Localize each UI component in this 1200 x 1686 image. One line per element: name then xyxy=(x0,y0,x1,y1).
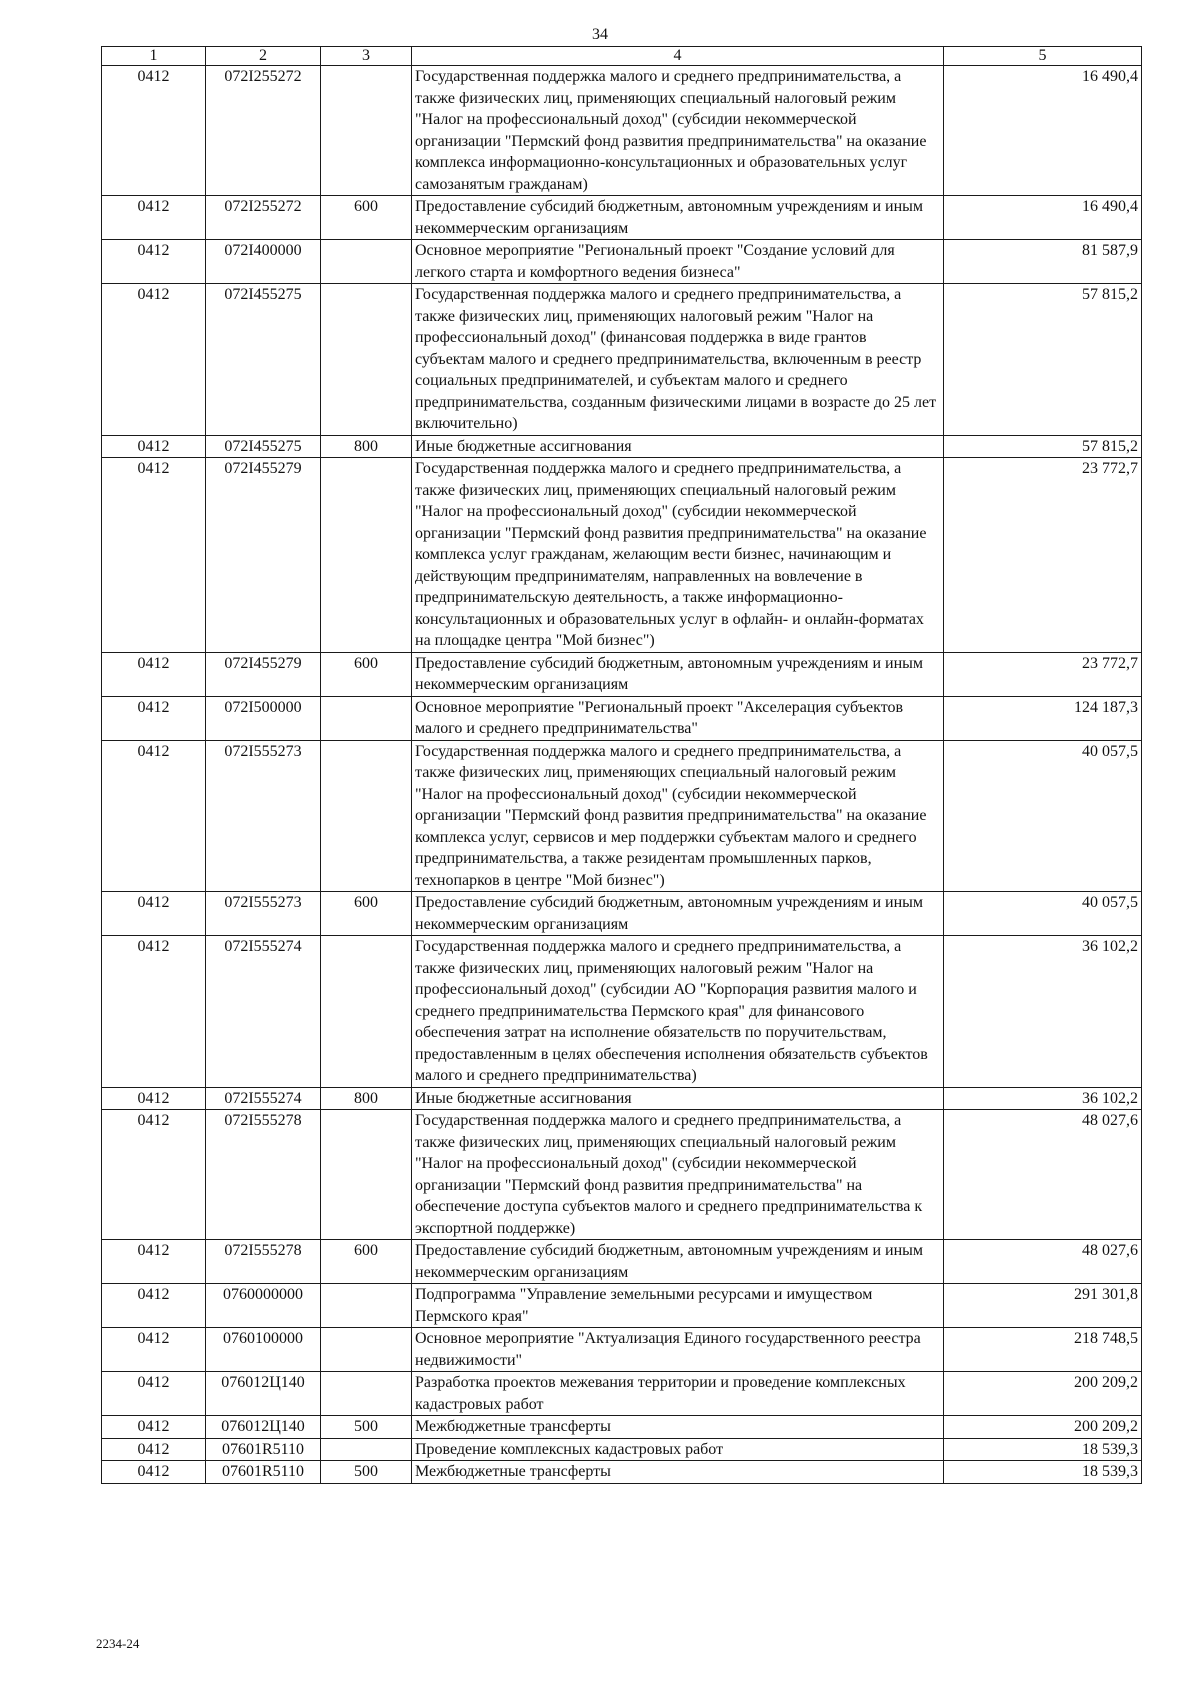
description-cell: Государственная поддержка малого и среднего предпринимательства, а также физических лиц, применяющих специальный налоговый режим "Налог на профессиональный доход" (субсидии некоммерческой организации "Пермский фонд развития предпринимательства" на обеспечение доступа субъектов малого и среднего предпринимательства к экспортной поддержке) xyxy=(412,1110,944,1240)
expense-type-cell xyxy=(321,1110,412,1240)
amount-cell: 36 102,2 xyxy=(944,936,1142,1088)
expense-type-cell xyxy=(321,240,412,284)
amount-cell: 16 490,4 xyxy=(944,196,1142,240)
expense-type-cell xyxy=(321,1438,412,1461)
code-cell: 0760000000 xyxy=(206,1284,321,1328)
section-cell: 0412 xyxy=(102,435,206,458)
expense-type-cell xyxy=(321,1284,412,1328)
section-cell: 0412 xyxy=(102,240,206,284)
amount-cell: 218 748,5 xyxy=(944,1328,1142,1372)
budget-table xyxy=(101,46,1142,1484)
expense-type-cell xyxy=(321,1372,412,1416)
table-body xyxy=(102,66,1142,1484)
amount-cell: 23 772,7 xyxy=(944,458,1142,653)
expense-type-cell xyxy=(321,66,412,196)
table-row xyxy=(102,1461,1142,1484)
description-cell: Иные бюджетные ассигнования xyxy=(412,1087,944,1110)
code-cell: 072I455275 xyxy=(206,284,321,436)
section-cell: 0412 xyxy=(102,1240,206,1284)
expense-type-cell: 600 xyxy=(321,652,412,696)
description-cell: Межбюджетные трансферты xyxy=(412,1416,944,1439)
amount-cell: 40 057,5 xyxy=(944,740,1142,892)
table-row xyxy=(102,1240,1142,1284)
section-cell: 0412 xyxy=(102,1461,206,1484)
code-cell: 072I455279 xyxy=(206,458,321,653)
description-cell: Предоставление субсидий бюджетным, автономным учреждениям и иным некоммерческим организациям xyxy=(412,1240,944,1284)
table-row xyxy=(102,1110,1142,1240)
amount-cell: 57 815,2 xyxy=(944,435,1142,458)
code-cell: 072I455279 xyxy=(206,652,321,696)
description-cell: Иные бюджетные ассигнования xyxy=(412,435,944,458)
code-cell: 076012Ц140 xyxy=(206,1416,321,1439)
expense-type-cell: 800 xyxy=(321,435,412,458)
table-row xyxy=(102,1438,1142,1461)
code-cell: 07601R5110 xyxy=(206,1461,321,1484)
table-row xyxy=(102,652,1142,696)
code-cell: 07601R5110 xyxy=(206,1438,321,1461)
table-row xyxy=(102,892,1142,936)
table-row xyxy=(102,1284,1142,1328)
section-cell: 0412 xyxy=(102,1438,206,1461)
table-row xyxy=(102,696,1142,740)
section-cell: 0412 xyxy=(102,936,206,1088)
table-row xyxy=(102,284,1142,436)
table-row xyxy=(102,435,1142,458)
description-cell: Предоставление субсидий бюджетным, автономным учреждениям и иным некоммерческим организациям xyxy=(412,652,944,696)
column-header-4: 4 xyxy=(412,47,944,66)
description-cell: Государственная поддержка малого и среднего предпринимательства, а также физических лиц, применяющих налоговый режим "Налог на профессиональный доход" (финансовая поддержка в виде грантов субъектам малого и среднего предпринимательства, включенным в реестр социальных предпринимателей, и субъектам малого и среднего предпринимательства, созданным физическими лицами в возрасте до 25 лет включительно) xyxy=(412,284,944,436)
amount-cell: 40 057,5 xyxy=(944,892,1142,936)
page-number: 34 xyxy=(592,26,608,43)
expense-type-cell: 600 xyxy=(321,196,412,240)
section-cell: 0412 xyxy=(102,458,206,653)
table-row xyxy=(102,196,1142,240)
code-cell: 0760100000 xyxy=(206,1328,321,1372)
amount-cell: 124 187,3 xyxy=(944,696,1142,740)
description-cell: Межбюджетные трансферты xyxy=(412,1461,944,1484)
description-cell: Государственная поддержка малого и среднего предпринимательства, а также физических лиц, применяющих специальный налоговый режим "Налог на профессиональный доход" (субсидии некоммерческой организации "Пермский фонд развития предпринимательства" на оказание комплекса услуг гражданам, желающим вести бизнес, начинающим и действующим предпринимателям, направленных на вовлечение в предпринимательскую деятельность, а также информационно-консультационных и образовательных услуг в офлайн- и онлайн-форматах на площадке центра "Мой бизнес") xyxy=(412,458,944,653)
section-cell: 0412 xyxy=(102,652,206,696)
expense-type-cell xyxy=(321,696,412,740)
description-cell: Основное мероприятие "Актуализация Единого государственного реестра недвижимости" xyxy=(412,1328,944,1372)
description-cell: Предоставление субсидий бюджетным, автономным учреждениям и иным некоммерческим организациям xyxy=(412,196,944,240)
amount-cell: 23 772,7 xyxy=(944,652,1142,696)
code-cell: 076012Ц140 xyxy=(206,1372,321,1416)
table-header xyxy=(102,47,1142,66)
description-cell: Проведение комплексных кадастровых работ xyxy=(412,1438,944,1461)
expense-type-cell: 500 xyxy=(321,1461,412,1484)
code-cell: 072I500000 xyxy=(206,696,321,740)
table-row xyxy=(102,740,1142,892)
amount-cell: 48 027,6 xyxy=(944,1240,1142,1284)
table-row xyxy=(102,458,1142,653)
amount-cell: 57 815,2 xyxy=(944,284,1142,436)
section-cell: 0412 xyxy=(102,1087,206,1110)
description-cell: Подпрограмма "Управление земельными ресурсами и имуществом Пермского края" xyxy=(412,1284,944,1328)
code-cell: 072I555274 xyxy=(206,1087,321,1110)
code-cell: 072I255272 xyxy=(206,66,321,196)
section-cell: 0412 xyxy=(102,196,206,240)
amount-cell: 16 490,4 xyxy=(944,66,1142,196)
header-row xyxy=(102,47,1142,66)
code-cell: 072I455275 xyxy=(206,435,321,458)
expense-type-cell xyxy=(321,740,412,892)
code-cell: 072I555274 xyxy=(206,936,321,1088)
table-row xyxy=(102,1372,1142,1416)
table-row xyxy=(102,1087,1142,1110)
column-header-1: 1 xyxy=(102,47,206,66)
expense-type-cell xyxy=(321,458,412,653)
expense-type-cell: 600 xyxy=(321,1240,412,1284)
description-cell: Основное мероприятие "Региональный проект "Акселерация субъектов малого и среднего предпринимательства" xyxy=(412,696,944,740)
section-cell: 0412 xyxy=(102,892,206,936)
code-cell: 072I400000 xyxy=(206,240,321,284)
section-cell: 0412 xyxy=(102,1110,206,1240)
code-cell: 072I555273 xyxy=(206,892,321,936)
expense-type-cell: 500 xyxy=(321,1416,412,1439)
description-cell: Основное мероприятие "Региональный проект "Создание условий для легкого старта и комфортного ведения бизнеса" xyxy=(412,240,944,284)
table-row xyxy=(102,1328,1142,1372)
amount-cell: 200 209,2 xyxy=(944,1372,1142,1416)
section-cell: 0412 xyxy=(102,740,206,892)
amount-cell: 291 301,8 xyxy=(944,1284,1142,1328)
column-header-2: 2 xyxy=(206,47,321,66)
code-cell: 072I555273 xyxy=(206,740,321,892)
amount-cell: 200 209,2 xyxy=(944,1416,1142,1439)
description-cell: Государственная поддержка малого и среднего предпринимательства, а также физических лиц, применяющих специальный налоговый режим "Налог на профессиональный доход" (субсидии некоммерческой организации "Пермский фонд развития предпринимательства" на оказание комплекса информационно-консультационных и образовательных услуг самозанятым гражданам) xyxy=(412,66,944,196)
expense-type-cell xyxy=(321,1328,412,1372)
amount-cell: 81 587,9 xyxy=(944,240,1142,284)
footer-code: 2234-24 xyxy=(96,1636,140,1651)
table-row xyxy=(102,240,1142,284)
description-cell: Разработка проектов межевания территории и проведение комплексных кадастровых работ xyxy=(412,1372,944,1416)
code-cell: 072I555278 xyxy=(206,1110,321,1240)
column-header-5: 5 xyxy=(944,47,1142,66)
amount-cell: 18 539,3 xyxy=(944,1461,1142,1484)
column-header-3: 3 xyxy=(321,47,412,66)
table-row xyxy=(102,936,1142,1088)
description-cell: Предоставление субсидий бюджетным, автономным учреждениям и иным некоммерческим организациям xyxy=(412,892,944,936)
expense-type-cell xyxy=(321,936,412,1088)
table-row xyxy=(102,1416,1142,1439)
table-row xyxy=(102,66,1142,196)
expense-type-cell xyxy=(321,284,412,436)
code-cell: 072I255272 xyxy=(206,196,321,240)
section-cell: 0412 xyxy=(102,284,206,436)
amount-cell: 18 539,3 xyxy=(944,1438,1142,1461)
expense-type-cell: 800 xyxy=(321,1087,412,1110)
section-cell: 0412 xyxy=(102,66,206,196)
amount-cell: 48 027,6 xyxy=(944,1110,1142,1240)
section-cell: 0412 xyxy=(102,1372,206,1416)
section-cell: 0412 xyxy=(102,1416,206,1439)
expense-type-cell: 600 xyxy=(321,892,412,936)
amount-cell: 36 102,2 xyxy=(944,1087,1142,1110)
description-cell: Государственная поддержка малого и среднего предпринимательства, а также физических лиц, применяющих специальный налоговый режим "Налог на профессиональный доход" (субсидии некоммерческой организации "Пермский фонд развития предпринимательства" на оказание комплекса услуг, сервисов и мер поддержки субъектам малого и среднего предпринимательства, а также резидентам промышленных парков, технопарков в центре "Мой бизнес") xyxy=(412,740,944,892)
code-cell: 072I555278 xyxy=(206,1240,321,1284)
section-cell: 0412 xyxy=(102,696,206,740)
section-cell: 0412 xyxy=(102,1284,206,1328)
description-cell: Государственная поддержка малого и среднего предпринимательства, а также физических лиц, применяющих налоговый режим "Налог на профессиональный доход" (субсидии АО "Корпорация развития малого и среднего предпринимательства Пермского края" для финансового обеспечения затрат на исполнение обязательств по поручительствам, предоставленным в целях обеспечения исполнения обязательств субъектов малого и среднего предпринимательства) xyxy=(412,936,944,1088)
section-cell: 0412 xyxy=(102,1328,206,1372)
